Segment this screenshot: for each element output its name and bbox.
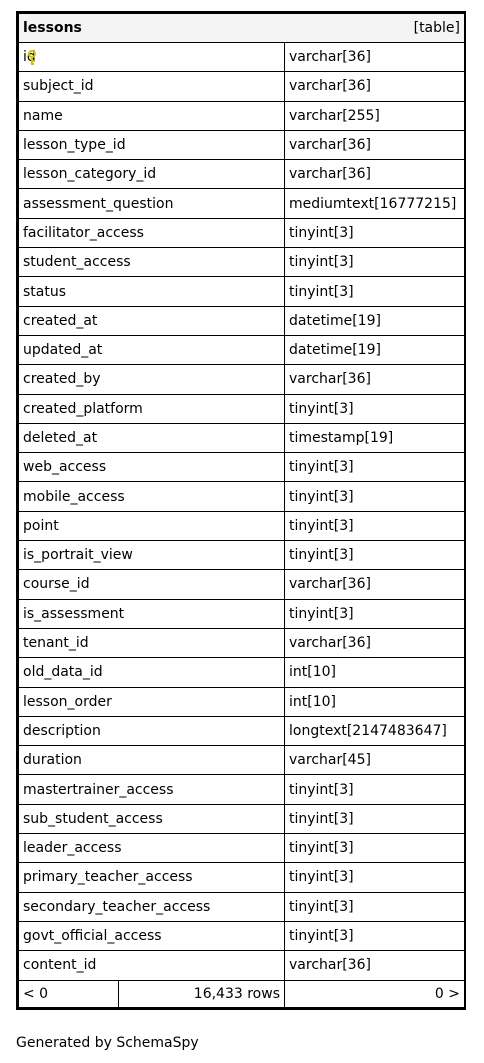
column-type: tinyint[3] — [285, 804, 465, 833]
column-name — [19, 306, 285, 335]
column-name — [19, 687, 285, 716]
column-name — [19, 43, 285, 72]
column-name-text: course_id — [23, 576, 90, 593]
column-type: tinyint[3] — [285, 453, 465, 482]
child-tables-link[interactable]: 0 > — [285, 980, 465, 1007]
column-type: varchar[36] — [285, 43, 465, 72]
table-header-cell — [19, 14, 465, 43]
column-type: mediumtext[16777215] — [285, 189, 465, 218]
column-row — [19, 921, 465, 950]
key-icon — [27, 50, 37, 66]
column-name-text: updated_at — [23, 342, 103, 359]
column-name-text: lesson_order — [23, 693, 112, 710]
column-type: varchar[36] — [285, 72, 465, 101]
column-name-text: primary_teacher_access — [23, 869, 193, 886]
column-row — [19, 658, 465, 687]
column-name-text: old_data_id — [23, 664, 103, 681]
column-type: varchar[45] — [285, 746, 465, 775]
parent-tables-link[interactable]: < 0 — [19, 980, 119, 1007]
column-type: tinyint[3] — [285, 863, 465, 892]
column-row — [19, 423, 465, 452]
table-header-row — [19, 14, 465, 43]
column-row — [19, 511, 465, 540]
column-row — [19, 834, 465, 863]
column-type: datetime[19] — [285, 335, 465, 364]
column-row — [19, 43, 465, 72]
generated-by-footer: Generated by SchemaSpy — [16, 1035, 199, 1051]
column-name-text: govt_official_access — [23, 928, 162, 945]
column-type: varchar[36] — [285, 160, 465, 189]
column-type: tinyint[3] — [285, 482, 465, 511]
column-name — [19, 160, 285, 189]
column-type: datetime[19] — [285, 306, 465, 335]
column-type: timestamp[19] — [285, 423, 465, 452]
column-row — [19, 248, 465, 277]
column-name — [19, 335, 285, 364]
column-type: int[10] — [285, 687, 465, 716]
column-name — [19, 628, 285, 657]
column-row — [19, 218, 465, 247]
column-name — [19, 248, 285, 277]
column-name-text: status — [23, 283, 67, 300]
column-type: varchar[36] — [285, 365, 465, 394]
row-count: 16,433 rows — [119, 980, 285, 1007]
column-type: tinyint[3] — [285, 511, 465, 540]
column-row — [19, 482, 465, 511]
column-type: varchar[36] — [285, 628, 465, 657]
column-row — [19, 599, 465, 628]
column-type: tinyint[3] — [285, 277, 465, 306]
column-name-text: created_at — [23, 312, 98, 329]
column-name-text: created_platform — [23, 400, 143, 417]
column-name-text: mastertrainer_access — [23, 781, 174, 798]
column-row — [19, 277, 465, 306]
column-name-text: sub_student_access — [23, 810, 163, 827]
column-name-text: tenant_id — [23, 635, 89, 652]
column-type: tinyint[3] — [285, 394, 465, 423]
column-name-text: duration — [23, 752, 82, 769]
column-name — [19, 482, 285, 511]
column-row — [19, 306, 465, 335]
column-name-text: deleted_at — [23, 430, 98, 446]
column-name — [19, 277, 285, 306]
column-name-text: mobile_access — [23, 488, 125, 505]
column-row — [19, 101, 465, 130]
entity-table-lessons — [16, 11, 466, 1010]
column-row — [19, 541, 465, 570]
column-name-text: secondary_teacher_access — [23, 898, 211, 915]
table-footer-row — [19, 980, 465, 1007]
column-name — [19, 570, 285, 599]
column-name — [19, 716, 285, 745]
column-type: tinyint[3] — [285, 892, 465, 921]
column-name-text: id — [23, 49, 36, 66]
column-type: tinyint[3] — [285, 599, 465, 628]
column-name — [19, 511, 285, 540]
column-name — [19, 541, 285, 570]
column-row — [19, 189, 465, 218]
column-row — [19, 570, 465, 599]
column-type: varchar[36] — [285, 951, 465, 980]
column-type: tinyint[3] — [285, 541, 465, 570]
column-name — [19, 365, 285, 394]
table-kind: [table] — [413, 20, 460, 36]
column-type: tinyint[3] — [285, 218, 465, 247]
column-type: int[10] — [285, 658, 465, 687]
column-name — [19, 218, 285, 247]
column-row — [19, 160, 465, 189]
column-name-text: content_id — [23, 957, 97, 974]
column-name-text: web_access — [23, 459, 107, 476]
column-name-text: student_access — [23, 254, 131, 271]
column-name — [19, 394, 285, 423]
column-name-text: facilitator_access — [23, 224, 144, 241]
column-name — [19, 599, 285, 628]
column-row — [19, 746, 465, 775]
column-name-text: assessment_question — [23, 195, 174, 212]
column-row — [19, 453, 465, 482]
column-name — [19, 921, 285, 950]
entity-table — [18, 13, 465, 1008]
column-row — [19, 951, 465, 980]
column-type: varchar[255] — [285, 101, 465, 130]
column-type: varchar[36] — [285, 130, 465, 159]
column-name-text: description — [23, 722, 101, 739]
column-name — [19, 834, 285, 863]
column-name-text: subject_id — [23, 78, 94, 95]
column-row — [19, 130, 465, 159]
column-type: tinyint[3] — [285, 921, 465, 950]
column-name-text: lesson_type_id — [23, 137, 126, 154]
column-name-text: is_portrait_view — [23, 547, 133, 564]
column-row — [19, 687, 465, 716]
column-row — [19, 72, 465, 101]
column-name — [19, 746, 285, 775]
column-name — [19, 892, 285, 921]
column-name-text: is_assessment — [23, 605, 125, 622]
column-name-text: created_by — [23, 371, 101, 388]
column-name — [19, 189, 285, 218]
column-name-text: point — [23, 517, 59, 534]
column-row — [19, 804, 465, 833]
column-row — [19, 628, 465, 657]
column-name — [19, 863, 285, 892]
column-name-text: leader_access — [23, 840, 122, 857]
column-type: tinyint[3] — [285, 248, 465, 277]
column-type: tinyint[3] — [285, 834, 465, 863]
column-name — [19, 453, 285, 482]
column-row — [19, 775, 465, 804]
column-row — [19, 365, 465, 394]
column-name — [19, 423, 285, 452]
column-type: tinyint[3] — [285, 775, 465, 804]
table-name: lessons — [23, 20, 82, 36]
column-name — [19, 658, 285, 687]
column-name — [19, 775, 285, 804]
column-name — [19, 804, 285, 833]
column-type: longtext[2147483647] — [285, 716, 465, 745]
column-name-text: name — [23, 107, 63, 124]
column-row — [19, 394, 465, 423]
column-row — [19, 716, 465, 745]
column-row — [19, 863, 465, 892]
column-name-text: lesson_category_id — [23, 166, 157, 183]
column-row — [19, 335, 465, 364]
column-name — [19, 101, 285, 130]
column-row — [19, 892, 465, 921]
column-type: varchar[36] — [285, 570, 465, 599]
column-name — [19, 72, 285, 101]
column-name — [19, 951, 285, 980]
column-name — [19, 130, 285, 159]
